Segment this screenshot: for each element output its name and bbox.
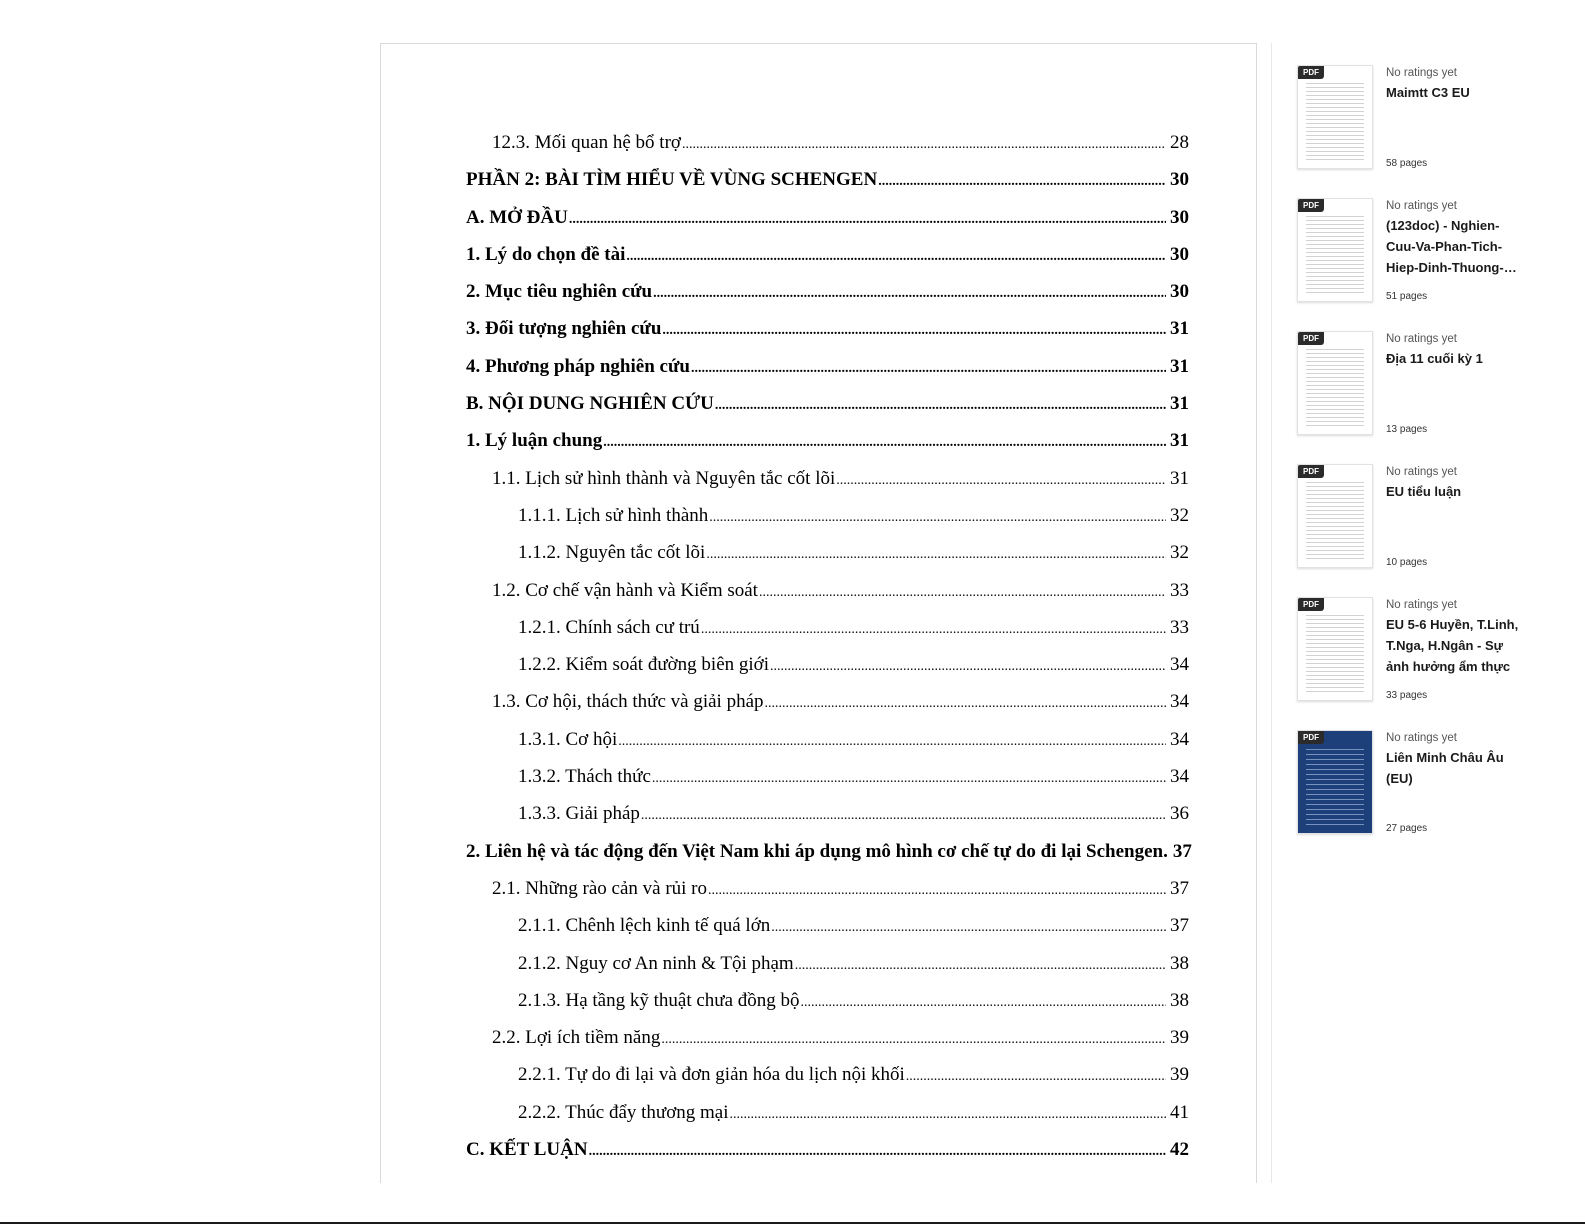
toc-entry[interactable] [466, 124, 1189, 161]
toc-entry-page: 34 [1170, 691, 1189, 713]
toc-dot-leader [589, 1133, 1166, 1170]
related-document-card[interactable] [1297, 595, 1577, 728]
toc-entry[interactable] [466, 348, 1189, 385]
toc-entry-title: 1.1.1. Lịch sử hình thành [518, 504, 709, 526]
toc-entry-page: 39 [1170, 1027, 1189, 1049]
rating-text: No ratings yet [1386, 599, 1457, 611]
toc-entry-title: 2.1. Những rào cản và rủi ro [492, 877, 708, 899]
toc-dot-leader [682, 126, 1166, 163]
rating-text: No ratings yet [1386, 466, 1457, 478]
document-meta [1386, 331, 1576, 435]
toc-dot-leader [771, 909, 1166, 946]
page-count: 27 pages [1386, 823, 1428, 834]
toc-entry[interactable] [466, 422, 1189, 459]
page-count: 58 pages [1386, 158, 1428, 169]
toc-entry-page: 34 [1170, 766, 1189, 788]
toc-entry[interactable] [466, 310, 1189, 347]
toc-dot-leader [801, 984, 1166, 1021]
toc-entry-page: 31 [1170, 393, 1189, 415]
toc-entry[interactable] [466, 1056, 1189, 1093]
toc-entry-title: 12.3. Mối quan hệ bổ trợ [492, 132, 681, 153]
toc-entry-page: 36 [1170, 803, 1189, 825]
related-document-card[interactable] [1297, 728, 1577, 861]
toc-entry[interactable] [466, 572, 1189, 609]
document-title-link[interactable]: EU 5-6 Huyền, T.Linh, T.Nga, H.Ngân - Sự ảnh hưởng ẩm thực [1386, 617, 1519, 674]
bottom-edge-line [0, 1222, 1585, 1224]
pdf-badge: PDF [1298, 66, 1324, 79]
toc-entry[interactable] [466, 236, 1189, 273]
document-thumbnail[interactable] [1297, 730, 1373, 834]
toc-entry-title: 1. Lý do chọn đề tài [466, 243, 626, 265]
toc-entry-title: 1.2.1. Chính sách cư trú [518, 616, 700, 638]
toc-entry-page: 31 [1170, 318, 1189, 340]
toc-dot-leader [709, 499, 1166, 536]
toc-entry-title: 2.1.2. Nguy cơ An ninh & Tội phạm [518, 952, 794, 974]
related-document-card[interactable] [1297, 462, 1577, 595]
toc-entry-title: 2. Mục tiêu nghiên cứu [466, 281, 653, 303]
sidebar-divider [1271, 43, 1272, 1183]
toc-entry[interactable] [466, 1019, 1189, 1056]
toc-entry[interactable] [466, 945, 1189, 982]
toc-dot-leader [618, 723, 1166, 760]
toc-dot-leader [708, 872, 1166, 909]
page-count: 33 pages [1386, 690, 1428, 701]
toc-entry[interactable] [466, 1131, 1189, 1168]
toc-dot-leader [569, 201, 1166, 238]
toc-entry-title: 1.3.1. Cơ hội [518, 728, 618, 750]
toc-dot-leader [661, 1021, 1166, 1058]
document-thumbnail[interactable] [1297, 597, 1373, 701]
toc-entry[interactable] [466, 795, 1189, 832]
toc-entry-page: 37 [1170, 915, 1189, 937]
pdf-badge: PDF [1298, 465, 1324, 478]
toc-entry-page: 39 [1170, 1064, 1189, 1086]
document-meta [1386, 730, 1576, 834]
toc-entry[interactable] [466, 460, 1189, 497]
toc-entry[interactable] [466, 683, 1189, 720]
page-count: 10 pages [1386, 557, 1428, 568]
pdf-badge: PDF [1298, 199, 1324, 212]
toc-entry-title: 2.2.2. Thúc đẩy thương mại [518, 1101, 729, 1123]
toc-dot-leader [662, 312, 1166, 349]
toc-dot-leader [759, 574, 1166, 611]
toc-entry[interactable] [466, 1094, 1189, 1131]
toc-entry-title: 4. Phương pháp nghiên cứu [466, 355, 690, 377]
toc-entry-page: 41 [1170, 1101, 1189, 1123]
toc-entry-title: 1.1.2. Nguyên tắc cốt lõi [518, 542, 706, 564]
toc-dot-leader [641, 797, 1166, 834]
rating-text: No ratings yet [1386, 333, 1457, 345]
toc-dot-leader [626, 238, 1166, 275]
thumbnail-text-lines [1306, 80, 1364, 160]
toc-entry-page: 31 [1170, 355, 1189, 377]
toc-entry-page: 31 [1170, 467, 1189, 489]
thumbnail-text-lines [1306, 745, 1364, 825]
toc-entry-page: 34 [1170, 728, 1189, 750]
toc-entry-page: 33 [1170, 616, 1189, 638]
page-count: 13 pages [1386, 424, 1428, 435]
pdf-badge: PDF [1298, 332, 1324, 345]
toc-entry-page: 28 [1170, 132, 1189, 153]
document-meta [1386, 65, 1576, 169]
thumbnail-text-lines [1306, 479, 1364, 559]
toc-entry[interactable] [466, 721, 1189, 758]
thumbnail-text-lines [1306, 346, 1364, 426]
toc-dot-leader [765, 685, 1166, 722]
toc-entry[interactable] [466, 870, 1189, 907]
toc-entry-page: 30 [1170, 243, 1189, 265]
toc-entry-title: 2. Liên hệ và tác động đến Việt Nam khi áp dụng mô hình cơ chế tự do đi lại Schengen. [466, 840, 1168, 862]
document-meta [1386, 597, 1576, 701]
related-document-card[interactable] [1297, 63, 1577, 196]
toc-dot-leader [730, 1096, 1167, 1133]
toc-entry[interactable] [466, 609, 1189, 646]
toc-entry-page: 31 [1170, 430, 1189, 452]
rating-text: No ratings yet [1386, 200, 1457, 212]
toc-entry-title: 1.1. Lịch sử hình thành và Nguyên tắc cốt lõi [492, 467, 836, 489]
toc-entry[interactable] [466, 982, 1189, 1019]
pdf-badge: PDF [1298, 731, 1324, 744]
toc-entry-title: 1.2. Cơ chế vận hành và Kiểm soát [492, 579, 758, 601]
pdf-badge: PDF [1298, 598, 1324, 611]
toc-dot-leader [878, 163, 1166, 200]
toc-entry[interactable] [466, 161, 1189, 198]
toc-entry-title: 1.3.2. Thách thức [518, 766, 651, 788]
toc-entry-page: 32 [1170, 542, 1189, 564]
toc-entry-title: A. MỞ ĐẦU [466, 206, 568, 228]
toc-entry-title: 1.3. Cơ hội, thách thức và giải pháp [492, 691, 764, 713]
document-title-link[interactable]: (123doc) - Nghien-Cuu-Va-Phan-Tich-Hiep-Dinh-Thuong- [1386, 218, 1504, 275]
document-thumbnail[interactable] [1297, 331, 1373, 435]
toc-entry-title: C. KẾT LUẬN [466, 1139, 588, 1161]
document-title-link[interactable]: Maimtt C3 EU [1386, 85, 1470, 100]
toc-entry-title: B. NỘI DUNG NGHIÊN CỨU [466, 393, 714, 415]
document-thumbnail[interactable] [1297, 65, 1373, 169]
toc-entry-title: 2.2.1. Tự do đi lại và đơn giản hóa du lịch nội khối [518, 1064, 905, 1086]
toc-entry-page: 37 [1170, 877, 1189, 899]
document-page [380, 43, 1257, 1183]
related-document-card[interactable] [1297, 196, 1577, 329]
thumbnail-text-lines [1306, 612, 1364, 692]
toc-dot-leader [906, 1058, 1166, 1095]
thumbnail-text-lines [1306, 213, 1364, 293]
document-thumbnail[interactable] [1297, 198, 1373, 302]
toc-entry-page: 30 [1170, 281, 1189, 303]
toc-entry[interactable] [466, 273, 1189, 310]
toc-dot-leader [715, 387, 1166, 424]
toc-entry-title: 2.1.3. Hạ tầng kỹ thuật chưa đồng bộ [518, 989, 800, 1011]
document-thumbnail[interactable] [1297, 464, 1373, 568]
toc-entry-page: 37 [1172, 840, 1192, 862]
toc-entry-page: 33 [1170, 579, 1189, 601]
toc-dot-leader [701, 611, 1166, 648]
table-of-contents [466, 124, 1192, 1168]
related-document-card[interactable] [1297, 329, 1577, 462]
toc-entry-title: 1.3.3. Giải pháp [518, 803, 640, 825]
toc-entry[interactable] [466, 833, 1192, 870]
toc-entry[interactable] [466, 497, 1189, 534]
toc-dot-leader [653, 275, 1166, 312]
related-documents-sidebar [1297, 63, 1577, 861]
toc-entry-page: 34 [1170, 654, 1189, 676]
toc-entry-title: 2.1.1. Chênh lệch kinh tế quá lớn [518, 915, 771, 937]
toc-dot-leader [836, 462, 1166, 499]
toc-entry-page: 32 [1170, 504, 1189, 526]
toc-entry-page: 30 [1170, 169, 1189, 191]
toc-entry-page: 30 [1170, 206, 1189, 228]
document-title-link[interactable]: EU tiểu luận [1386, 484, 1462, 499]
toc-dot-leader [770, 648, 1166, 685]
document-meta [1386, 464, 1576, 568]
page-count: 51 pages [1386, 291, 1428, 302]
toc-entry-title: PHẦN 2: BÀI TÌM HIỂU VỀ VÙNG SCHENGEN [466, 169, 878, 191]
toc-entry[interactable] [466, 646, 1189, 683]
toc-entry-title: 3. Đối tượng nghiên cứu [466, 318, 662, 340]
toc-entry[interactable] [466, 758, 1189, 795]
toc-dot-leader [706, 536, 1166, 573]
toc-entry-title: 1.2.2. Kiểm soát đường biên giới [518, 654, 769, 676]
rating-text: No ratings yet [1386, 67, 1457, 79]
toc-dot-leader [652, 760, 1166, 797]
toc-entry-title: 2.2. Lợi ích tiềm năng [492, 1027, 661, 1049]
toc-entry-page: 42 [1170, 1139, 1189, 1161]
document-title-link[interactable]: Địa 11 cuối kỳ 1 [1386, 351, 1483, 366]
toc-entry-page: 38 [1170, 989, 1189, 1011]
toc-entry[interactable] [466, 385, 1189, 422]
toc-entry-title: 1. Lý luận chung [466, 430, 603, 452]
document-meta [1386, 198, 1576, 302]
toc-dot-leader [795, 947, 1166, 984]
toc-entry-page: 38 [1170, 952, 1189, 974]
toc-entry[interactable] [466, 534, 1189, 571]
toc-dot-leader [603, 424, 1166, 461]
document-title-link[interactable]: Liên Minh Châu Âu (EU) [1386, 750, 1504, 786]
toc-dot-leader [691, 350, 1166, 387]
rating-text: No ratings yet [1386, 732, 1457, 744]
toc-entry[interactable] [466, 199, 1189, 236]
toc-entry[interactable] [466, 907, 1189, 944]
